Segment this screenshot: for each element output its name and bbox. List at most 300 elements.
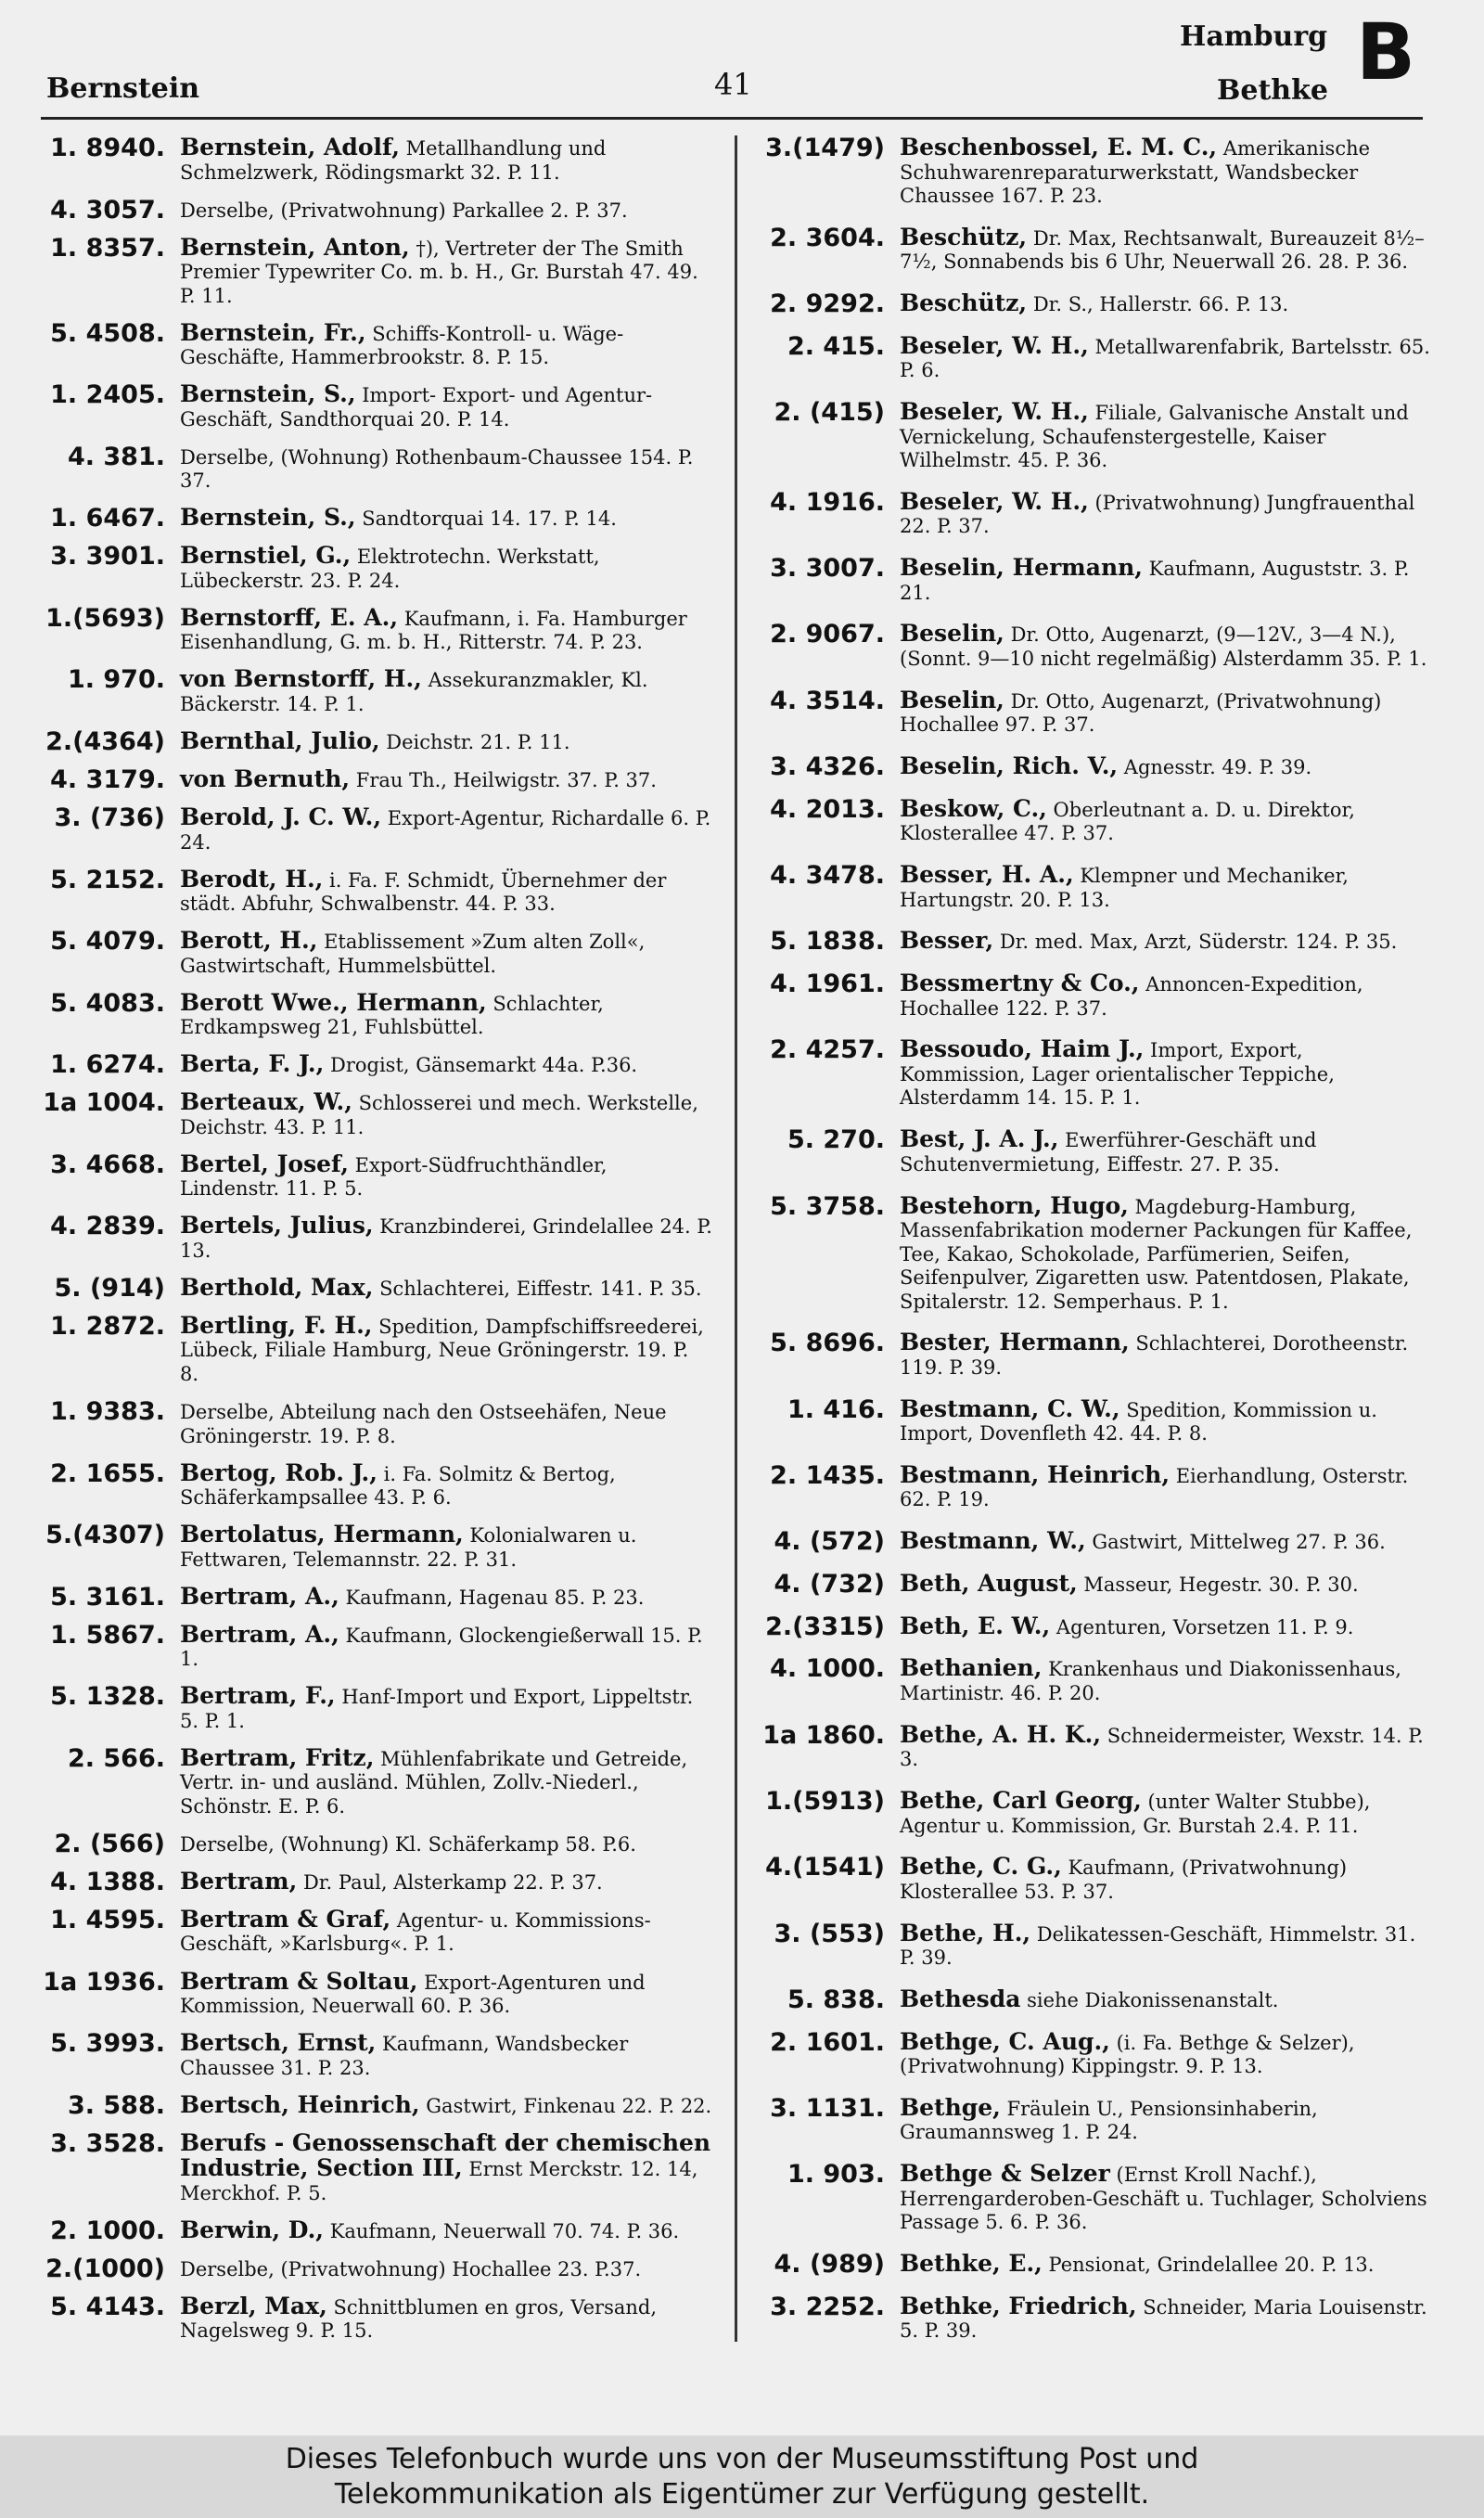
entry-details: Dr. med. Max, Arzt, Süderstr. 124. P. 35.: [993, 931, 1398, 954]
entry-text: [180, 2128, 712, 2206]
entry-text: [900, 1921, 1432, 1971]
phone-number: 1. 6274.: [50, 1050, 165, 1080]
entry-text: [900, 1569, 1432, 1598]
entry-text: [900, 1394, 1432, 1446]
entry-name: Bernstein, S.,: [180, 380, 356, 408]
entry-text: [180, 382, 712, 431]
entry-text: [900, 1987, 1432, 2013]
entry-details: Schlachter, Erdkampsweg 21, Fuhlsbüttel.: [180, 992, 604, 1039]
entry-name: Bernstorff, E. A.,: [180, 603, 399, 631]
phone-number: 3. (736): [54, 803, 165, 833]
phone-number: 1. 8357.: [50, 233, 165, 263]
entry-details: Amerikanische Schuhwarenreparaturwerkstatt, Wandsbecker Chaussee 167. P. 23.: [900, 137, 1371, 207]
entry-name: Bernthal, Julio,: [180, 726, 380, 754]
entry-name: Bessoudo, Haim J.,: [900, 1035, 1145, 1063]
entry-text: [900, 2252, 1432, 2278]
entry-name: Bestehorn, Hugo,: [900, 1191, 1129, 1219]
entry-text: [900, 622, 1432, 671]
directory-entry: [751, 622, 1432, 671]
entry-details: Drogist, Gänsemarkt 44a. P.36.: [324, 1054, 638, 1077]
phone-number: 2. 1655.: [50, 1458, 165, 1488]
entry-details: Masseur, Hegestr. 30. P. 30.: [1077, 1573, 1359, 1596]
entry-name: Beth, August,: [900, 1569, 1078, 1597]
entry-details: Kaufmann, Auguststr. 3. P. 21.: [900, 558, 1410, 604]
entry-name: Bethke, Friedrich,: [900, 2292, 1137, 2319]
directory-entry: [37, 1869, 712, 1895]
entry-name: Bethke, E.,: [900, 2250, 1043, 2277]
entry-details: Derselbe, (Wohnung) Kl. Schäferkamp 58. P.6.: [180, 1832, 636, 1856]
entry-name: Berthold, Max,: [180, 1273, 374, 1301]
phone-number: 4. 3478.: [770, 861, 885, 891]
entry-details: Import, Export, Kommission, Lager orientalischer Teppiche, Alsterdamm 14. 15. P. 1.: [900, 1039, 1335, 1110]
entry-details: Mühlenfabrikate und Getreide, Vertr. in- und ausländ. Mühlen, Zollv.-Niederl., Schönstr. E. P. 6.: [180, 1747, 688, 1818]
phone-number: 5. 1328.: [50, 1682, 165, 1712]
entry-details: Spedition, Kommission u. Import, Dovenfleth 42. 44. P. 8.: [900, 1398, 1377, 1445]
directory-entry: [751, 1656, 1432, 1705]
directory-entry: [751, 1987, 1432, 2013]
entry-name: Berodt, H.,: [180, 865, 324, 893]
entry-details: Eierhandlung, Osterstr. 62. P. 19.: [900, 1464, 1409, 1511]
entry-details: Krankenhaus und Diakonissenhaus, Martinistr. 46. P. 20.: [900, 1658, 1401, 1704]
entry-name: Bertram, Fritz,: [180, 1743, 375, 1771]
phone-number: 2. 415.: [787, 331, 885, 361]
phone-number: 5. 4083.: [50, 988, 165, 1018]
phone-number: 3. 2252.: [770, 2292, 885, 2321]
directory-entry: [37, 1090, 712, 1139]
phone-number: 1. 2872.: [50, 1311, 165, 1341]
entry-text: [180, 233, 712, 309]
entry-text: [900, 1127, 1432, 1176]
directory-entry: [37, 1905, 712, 1957]
entry-name: Bessmertny & Co.,: [900, 970, 1140, 997]
entry-text: [900, 1855, 1432, 1904]
entry-details: Spedition, Dampfschiffsreederei, Lübeck, Filiale Hamburg, Neue Gröningerstr. 19. P. 8.: [180, 1315, 704, 1385]
entry-details: Filiale, Galvanische Anstalt und Vernickelung, Schaufenstergestelle, Kaiser Wilhelmstr. 45. P. 36.: [900, 402, 1409, 472]
phone-number: 5. 3161.: [50, 1582, 165, 1612]
phone-number: 3. (553): [774, 1919, 885, 1948]
header-first-entry: Bernstein: [46, 72, 200, 105]
directory-entry: [37, 2256, 712, 2282]
directory-entry: [751, 1614, 1432, 1640]
entry-text: [180, 1684, 712, 1733]
entry-text: [900, 1789, 1432, 1838]
entry-name: Bertram & Soltau,: [180, 1967, 418, 1995]
phone-number: 2. 9067.: [770, 620, 885, 649]
entry-name: Best, J. A. J.,: [900, 1125, 1059, 1153]
entry-text: [180, 318, 712, 370]
entry-name: Beschenbossel, E. M. C.,: [900, 134, 1218, 161]
directory-entry: [751, 794, 1432, 846]
entry-name: Bethe, C. G.,: [900, 1853, 1062, 1881]
directory-entry: [37, 805, 712, 854]
phone-number: 1a 1004.: [43, 1088, 165, 1118]
directory-entry: [37, 1399, 712, 1448]
entry-name: Bertog, Rob. J.,: [180, 1458, 377, 1486]
entry-details: (Privatwohnung) Jungfrauenthal 22. P. 37.: [900, 491, 1415, 538]
entry-name: Bethe, Carl Georg,: [900, 1787, 1142, 1815]
entry-name: Bertram, A.,: [180, 1620, 339, 1648]
entry-text: [900, 1330, 1432, 1380]
entry-name: Bertram & Graf,: [180, 1905, 391, 1933]
entry-text: [900, 754, 1432, 780]
footer-line-1: Dieses Telefonbuch wurde uns von der Museumsstiftung Post und: [285, 2443, 1199, 2475]
entry-text: [900, 1191, 1432, 1315]
entry-name: Beselin, Rich. V.,: [900, 752, 1119, 780]
entry-text: [180, 726, 712, 755]
entry-details: Oberleutnant a. D. u. Direktor, Klosterallee 47. P. 37.: [900, 798, 1355, 845]
entry-text: [900, 135, 1432, 209]
entry-name: Beselin,: [900, 620, 1004, 648]
entry-text: [900, 225, 1432, 275]
entry-text: [180, 1152, 712, 1201]
directory-entry: [751, 1394, 1432, 1446]
entry-name: Besser,: [900, 927, 994, 955]
entry-details: Assekuranzmakler, Kl. Bäckerstr. 14. P. 1.: [180, 669, 648, 715]
directory-entry: [37, 233, 712, 309]
entry-text: [180, 1522, 712, 1572]
entry-text: [900, 1460, 1432, 1512]
directory-entry: [37, 1152, 712, 1201]
entry-details: (unter Walter Stubbe), Agentur u. Kommission, Gr. Burstah 2.4. P. 11.: [900, 1791, 1371, 1837]
phone-number: 2.(1000): [45, 2254, 165, 2283]
phone-number: 2. (415): [774, 398, 885, 428]
phone-number: 3. 4668.: [50, 1150, 165, 1179]
entry-name: Bethge,: [900, 2093, 1001, 2121]
phone-number: 1. 2405.: [50, 380, 165, 410]
entry-text: [180, 198, 712, 224]
directory-entry: [37, 1052, 712, 1078]
phone-number: 3. 1131.: [770, 2093, 885, 2123]
entry-name: Bestmann, W.,: [900, 1527, 1086, 1555]
directory-entry: [751, 1569, 1432, 1599]
entry-details: Delikatessen-Geschäft, Himmelstr. 31. P. 39.: [900, 1922, 1416, 1970]
phone-number: 1a 1936.: [43, 1967, 165, 1997]
entry-details: Deichstr. 21. P. 11.: [379, 730, 570, 753]
entry-text: [180, 2294, 712, 2344]
entry-name: Bernstein, S.,: [180, 504, 356, 532]
entry-text: [900, 2162, 1432, 2235]
entry-name: Beselin, Hermann,: [900, 554, 1143, 582]
phone-number: 4. 381.: [67, 442, 165, 471]
entry-details: Kaufmann, Hagenau 85. P. 23.: [339, 1586, 645, 1609]
entry-text: [900, 688, 1432, 738]
phone-number: 5. 4508.: [50, 318, 165, 348]
entry-text: [180, 1273, 712, 1302]
phone-number: 2. 1601.: [770, 2027, 885, 2057]
entry-details: Agnesstr. 49. P. 39.: [1118, 756, 1312, 779]
phone-number: 5. 3758.: [770, 1191, 885, 1221]
phone-number: 2.(3315): [765, 1612, 885, 1641]
phone-number: 5. 3993.: [50, 2029, 165, 2059]
entry-name: Besser, H. A.,: [900, 861, 1074, 889]
phone-number: 2. 1000.: [50, 2216, 165, 2245]
entry-name: Bertram, F.,: [180, 1682, 336, 1710]
entry-details: Annoncen-Expedition, Hochallee 122. P. 37.: [900, 973, 1363, 1020]
directory-entry: [751, 2252, 1432, 2278]
directory-entry: [37, 603, 712, 655]
directory-entry: [751, 2027, 1432, 2079]
entry-text: [180, 667, 712, 716]
directory-entry: [37, 2128, 712, 2206]
entry-name: Bertram,: [180, 1867, 298, 1895]
entry-details: Kaufmann, i. Fa. Hamburger Eisenhandlung, G. m. b. H., Ritterstr. 74. P. 23.: [180, 607, 687, 654]
directory-entry: [751, 400, 1432, 473]
entry-text: [180, 1905, 712, 1957]
phone-number: 1. 5867.: [50, 1620, 165, 1650]
directory-entry: [751, 1460, 1432, 1512]
phone-number: 5. 8696.: [770, 1329, 885, 1358]
directory-entry: [37, 1967, 712, 2019]
entry-details: Sandtorquai 14. 17. P. 14.: [355, 507, 617, 531]
entry-text: [900, 929, 1432, 955]
phone-number: 4. 1961.: [770, 970, 885, 999]
entry-text: [900, 2093, 1432, 2145]
phone-number: 2. (566): [54, 1829, 165, 1858]
entry-details: Dr. S., Hallerstr. 66. P. 13.: [1027, 293, 1289, 316]
entry-details: Schnittblumen en gros, Versand, Nagelsweg 9. P. 15.: [180, 2295, 658, 2343]
entry-name: Beskow, C.,: [900, 794, 1047, 822]
entry-details: Metallwarenfabrik, Bartelsstr. 65. P. 6.: [900, 335, 1430, 382]
entry-details: Derselbe, (Privatwohnung) Hochallee 23. P.37.: [180, 2257, 642, 2280]
entry-name: Bernstein, Adolf,: [180, 134, 400, 161]
phone-number: 5. 1838.: [770, 927, 885, 957]
entry-name: Berold, J. C. W.,: [180, 803, 382, 831]
footer-text: [0, 2435, 1484, 2512]
entry-name: Beth, E. W.,: [900, 1612, 1051, 1639]
directory-entry: [751, 291, 1432, 317]
entry-text: [180, 1090, 712, 1139]
entry-name: Berteaux, W.,: [180, 1088, 352, 1116]
entry-details: Export-Südfruchthändler, Lindenstr. 11. P. 5.: [180, 1153, 608, 1201]
entry-details: Schlosserei und mech. Werkstelle, Deichstr. 43. P. 11.: [180, 1092, 698, 1138]
phone-number: 2. 566.: [67, 1743, 165, 1773]
entry-details: Elektrotechn. Werkstatt, Lübeckerstr. 23. P. 24.: [180, 546, 600, 592]
entry-text: [180, 1399, 712, 1448]
entry-details: Schneidermeister, Wexstr. 14. P. 3.: [900, 1724, 1424, 1771]
entry-details: Agentur- u. Kommissions-Geschäft, »Karlsburg«. P. 1.: [180, 1908, 651, 1956]
entry-name: Beselin,: [900, 686, 1004, 713]
entry-text: [180, 2090, 712, 2119]
directory-entry: [751, 863, 1432, 912]
entry-details: Kaufmann, Wandsbecker Chaussee 31. P. 23.: [180, 2033, 629, 2079]
entry-name: Bernstein, Anton,: [180, 233, 410, 261]
directory-entry: [751, 971, 1432, 1021]
header-letter: B: [1356, 6, 1416, 97]
directory-entry: [751, 1720, 1432, 1772]
entry-name: Bestmann, Heinrich,: [900, 1460, 1171, 1488]
entry-name: von Bernstorff, H.,: [180, 665, 422, 693]
directory-entry: [751, 2294, 1432, 2344]
entry-text: [180, 2218, 712, 2244]
directory-entry: [751, 2162, 1432, 2235]
entry-text: [900, 863, 1432, 912]
directory-entry: [37, 929, 712, 978]
phone-number: 3. 588.: [67, 2090, 165, 2120]
entry-name: Berzl, Max,: [180, 2292, 327, 2319]
entry-name: Berott, H.,: [180, 927, 318, 955]
phone-number: 1. 903.: [787, 2160, 885, 2190]
directory-entry: [751, 556, 1432, 605]
entry-name: Berwin, D.,: [180, 2216, 325, 2243]
entry-text: [900, 331, 1432, 383]
entry-text: [900, 400, 1432, 473]
page-number: 41: [714, 67, 752, 102]
phone-number: 4. 3514.: [770, 686, 885, 715]
phone-number: 4. 2839.: [50, 1212, 165, 1241]
directory-entry: [37, 1214, 712, 1263]
entry-name: Bethge & Selzer: [900, 2160, 1110, 2188]
phone-number: 3. 3007.: [770, 554, 885, 584]
entry-details: Kaufmann, Neuerwall 70. 74. P. 36.: [324, 2219, 680, 2242]
entry-name: Bertsch, Ernst,: [180, 2029, 377, 2057]
directory-entry: [37, 382, 712, 431]
phone-number: 2. 9292.: [770, 289, 885, 319]
directory-entry: [37, 726, 712, 756]
phone-number: 4. 2013.: [770, 794, 885, 824]
entry-details: Gastwirt, Finkenau 22. P. 22.: [419, 2094, 712, 2117]
entry-text: [900, 1529, 1432, 1555]
directory-entry: [751, 331, 1432, 383]
directory-entry: [37, 1273, 712, 1303]
entry-text: [180, 1869, 712, 1895]
entry-details: Gastwirt, Mittelweg 27. P. 36.: [1085, 1531, 1386, 1554]
entry-name: Bethesda: [900, 1985, 1021, 2012]
directory-entry: [37, 135, 712, 185]
entry-name: Bertling, F. H.,: [180, 1311, 373, 1339]
phone-number: 1.(5913): [765, 1787, 885, 1817]
directory-entry: [37, 195, 712, 225]
entry-details: Derselbe, (Privatwohnung) Parkallee 2. P. 37.: [180, 199, 628, 222]
entry-name: Bernstein, Fr.,: [180, 318, 366, 346]
entry-text: [900, 1656, 1432, 1705]
entry-name: Beschütz,: [900, 223, 1028, 251]
header-city: Hamburg: [1180, 20, 1328, 53]
directory-entry: [37, 318, 712, 370]
entry-text: [180, 1458, 712, 1510]
directory-entry: [751, 1529, 1432, 1555]
phone-number: 5.(4307): [45, 1521, 165, 1550]
right-column: [751, 135, 1432, 2344]
entry-text: [180, 988, 712, 1040]
column-divider: [735, 135, 737, 2342]
directory-entry: [37, 1522, 712, 1572]
phone-number: 5. 838.: [787, 1985, 885, 2014]
directory-entry: [751, 1921, 1432, 1971]
entry-text: [180, 1967, 712, 2019]
phone-number: 4. 1000.: [770, 1654, 885, 1684]
phone-number: 4. 3179.: [50, 765, 165, 795]
entry-name: Berott Wwe., Hermann,: [180, 988, 487, 1016]
directory-entry: [37, 2294, 712, 2344]
directory-entry: [37, 1458, 712, 1510]
entry-details: Dr. Max, Rechtsanwalt, Bureauzeit 8½–7½, Sonnabends bis 6 Uhr, Neuerwall 26. 28. P. 36.: [900, 226, 1425, 274]
entry-details: Magdeburg-Hamburg, Massenfabrikation moderner Packungen für Kaffee, Tee, Kakao, Schokolade, Parfümerien, Seifen, Seifenpulver, Zigaretten usw. Patentdosen, Plakate, Spitalerstr. 12. Semperhaus. P. 1.: [900, 1195, 1413, 1313]
directory-entry: [37, 544, 712, 593]
entry-text: [180, 1582, 712, 1611]
entry-text: [900, 2027, 1432, 2079]
entry-details: Schlachterei, Dorotheenstr. 119. P. 39.: [900, 1332, 1409, 1379]
directory-entry: [37, 667, 712, 716]
phone-number: 1. 970.: [67, 665, 165, 695]
directory-entry: [37, 2218, 712, 2244]
entry-name: Bernstiel, G.,: [180, 542, 352, 570]
entry-name: Berta, F. J.,: [180, 1050, 325, 1078]
entry-details: Kolonialwaren u. Fettwaren, Telemannstr. 22. P. 31.: [180, 1524, 637, 1571]
entry-text: [180, 444, 712, 494]
entry-details: †), Vertreter der The Smith Premier Typewriter Co. m. b. H., Gr. Burstah 47. 49. P. 11.: [180, 237, 698, 307]
entry-name: Bertolatus, Hermann,: [180, 1521, 464, 1548]
entry-text: [180, 135, 712, 185]
entry-details: Schneider, Maria Louisenstr. 5. P. 39.: [900, 2295, 1427, 2343]
entry-details: i. Fa. F. Schmidt, Übernehmer der städt. Abfuhr, Schwalbenstr. 44. P. 33.: [180, 868, 667, 916]
entry-name: Bertsch, Heinrich,: [180, 2090, 420, 2118]
entry-details: (i. Fa. Bethge & Selzer), (Privatwohnung) Kippingstr. 9. P. 13.: [900, 2031, 1355, 2078]
footer-line-2: Telekommunikation als Eigentümer zur Verfügung gestellt.: [334, 2478, 1150, 2511]
phone-number: 4.(1541): [765, 1853, 885, 1882]
directory-entry: [751, 135, 1432, 209]
phone-number: 5. 2152.: [50, 865, 165, 894]
phone-number: 3. 4326.: [770, 752, 885, 782]
directory-entry: [751, 1037, 1432, 1111]
entry-details: siehe Diakonissenanstalt.: [1020, 1988, 1279, 2011]
entry-details: i. Fa. Solmitz & Bertog, Schäferkampsallee 43. P. 6.: [180, 1462, 616, 1510]
entry-details: Kranzbinderei, Grindelallee 24. P. 13.: [180, 1215, 712, 1262]
entry-text: [900, 2294, 1432, 2344]
directory-entry: [751, 688, 1432, 738]
entry-text: [900, 1614, 1432, 1640]
entry-text: [180, 805, 712, 854]
header-last-entry: Bethke: [1217, 74, 1328, 107]
directory-entry: [751, 929, 1432, 955]
entry-details: Kaufmann, (Privatwohnung) Klosterallee 53. P. 37.: [900, 1856, 1348, 1903]
entry-text: [180, 1052, 712, 1078]
phone-number: 4. (732): [774, 1569, 885, 1599]
phone-number: 4. (989): [774, 2250, 885, 2279]
entry-text: [900, 556, 1432, 605]
entry-name: Berufs - Genossenschaft der chemischen Industrie, Section III,: [180, 2128, 711, 2182]
entry-details: Schiffs-Kontroll- u. Wäge-Geschäfte, Hammerbrookstr. 8. P. 15.: [180, 322, 624, 369]
directory-entry: [751, 487, 1432, 539]
directory-entry: [37, 1311, 712, 1387]
directory-entry: [37, 444, 712, 494]
directory-entry: [751, 1330, 1432, 1380]
phone-number: 3.(1479): [765, 134, 885, 162]
directory-entry: [37, 506, 712, 532]
entry-name: Bethe, A. H. K.,: [900, 1720, 1102, 1748]
entry-text: [180, 1831, 712, 1857]
entry-text: [180, 1311, 712, 1387]
entry-text: [900, 971, 1432, 1021]
entry-details: Ewerführer-Geschäft und Schutenvermietung, Eiffestr. 27. P. 35.: [900, 1129, 1317, 1175]
directory-entry: [751, 1855, 1432, 1904]
phone-number: 4. (572): [774, 1527, 885, 1557]
entry-details: Fräulein U., Pensionsinhaberin, Graumannsweg 1. P. 24.: [900, 2097, 1318, 2144]
entry-text: [900, 291, 1432, 317]
footer: [0, 2435, 1484, 2518]
entry-details: Dr. Otto, Augenarzt, (Privatwohnung) Hochallee 97. P. 37.: [900, 689, 1382, 737]
phone-number: 2. 3604.: [770, 223, 885, 252]
entry-name: Bertram, A.,: [180, 1582, 339, 1610]
entry-name: Bethe, H.,: [900, 1919, 1031, 1946]
entry-text: [180, 1620, 712, 1672]
entry-details: Derselbe, (Wohnung) Rothenbaum-Chaussee 154. P. 37.: [180, 445, 694, 493]
entry-text: [180, 544, 712, 593]
entry-details: Frau Th., Heilwigstr. 37. P. 37.: [350, 769, 657, 792]
phone-number: 1.(5693): [45, 603, 165, 633]
entry-text: [180, 929, 712, 978]
phone-number: 1. 8940.: [50, 134, 165, 162]
entry-text: [180, 2256, 712, 2282]
